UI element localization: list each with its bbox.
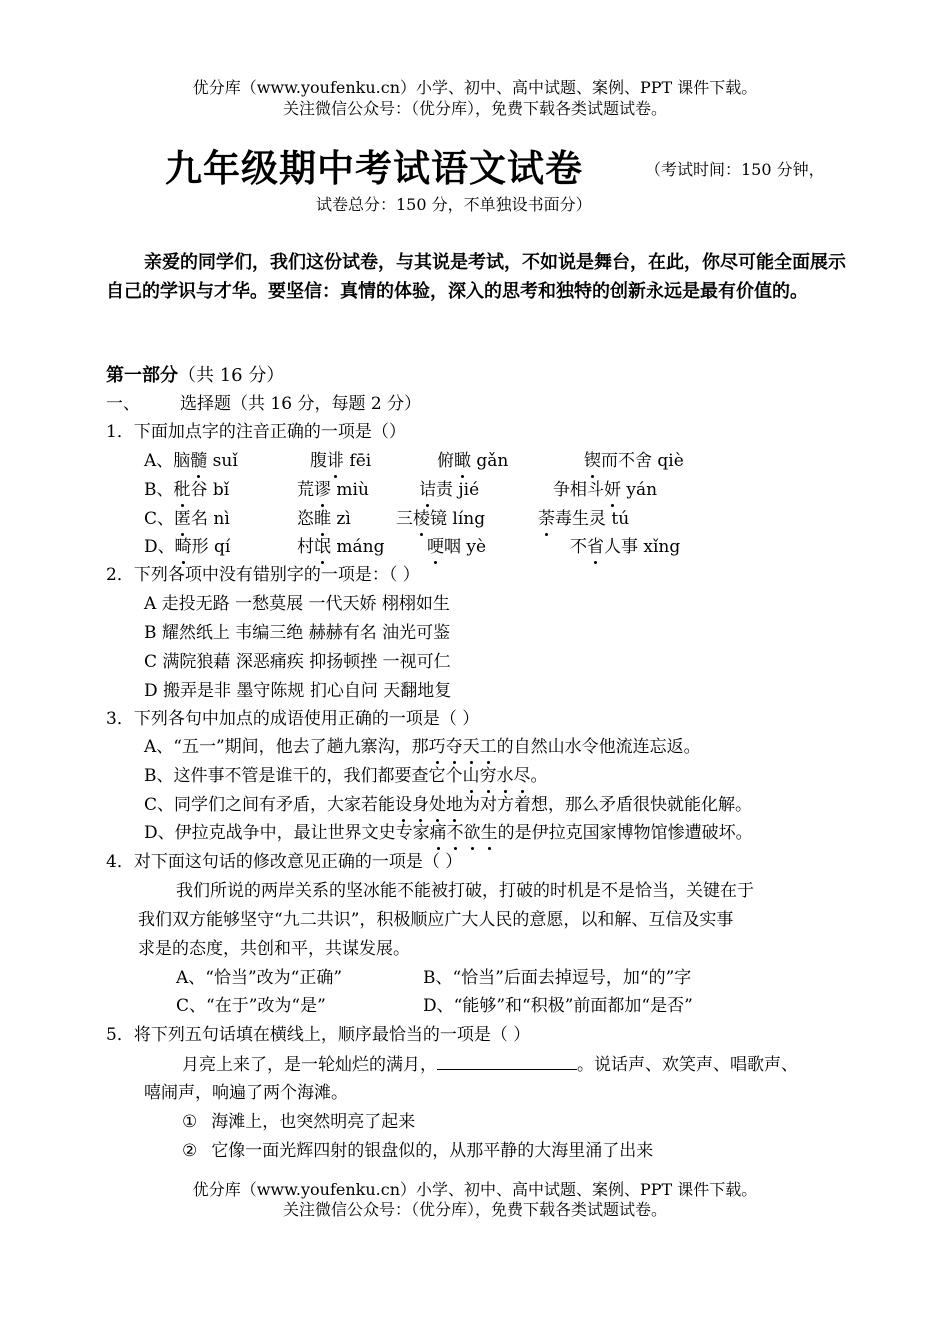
q5-stem: 5．将下列五句话填在横线上，顺序最恰当的一项是（ ）	[106, 1025, 531, 1045]
q1-option-c-term-1: C、匿名 nì	[144, 509, 230, 529]
q2-option-c: C 满院狼藉 深恶痛疾 抑扬顿挫 一视可仁	[144, 652, 451, 672]
q1-option-d-term-1: D、畸形 qí	[144, 537, 231, 557]
q3-c-pre: C、同学们之间有矛盾，大家若能	[144, 795, 396, 815]
q1-option-a-term-3: 俯瞰 gǎn	[437, 451, 509, 471]
q1-option-b-term-1: B、秕谷 bǐ	[144, 480, 230, 500]
q5-fill-blank[interactable]	[437, 1053, 577, 1070]
q4-option-c: C、“在于”改为“是”	[176, 996, 326, 1016]
section-title: 选择题（共 16 分，每题 2 分）	[180, 394, 422, 414]
q5-item-2-num: ②	[182, 1141, 198, 1161]
title-note-score: 试卷总分：150 分，不单独设书面分）	[316, 195, 592, 214]
q1-option-b-term-3: 诘责 jié	[419, 480, 480, 500]
section-number: 一、	[106, 394, 140, 414]
part-score: （共 16 分）	[178, 365, 285, 386]
section-heading	[106, 393, 421, 415]
footer-line-2: 关注微信公众号：（优分库），免费下载各类试题试卷。	[282, 1200, 667, 1219]
q4-passage-line-2: 我们双方能够坚守“九二共识”，积极顺应广大人民的意愿，以和解、互信及实事	[138, 910, 734, 930]
q5-item-1	[182, 1111, 415, 1133]
q5-line1-post: 。说话声、欢笑声、唱歌声、	[577, 1055, 798, 1075]
q4-passage-line-3: 求是的态度，共创和平，共谋发展。	[138, 939, 410, 959]
q1-option-c-term-3: 三棱镜 líng	[396, 509, 486, 529]
q4-stem: 4．对下面这句话的修改意见正确的一项是（ ）	[106, 852, 463, 872]
q3-b-post: 。	[530, 766, 548, 786]
q3-c-idiom: 设身处地	[395, 795, 464, 815]
q1-option-a-term-2: 腹诽 fēi	[310, 451, 372, 471]
q3-b-idiom: 山穷水尽	[462, 766, 531, 786]
q1-option-c-term-2: 恣睢 zì	[297, 509, 351, 529]
q3-stem: 3．下列各句中加点的成语使用正确的一项是（ ）	[106, 709, 480, 729]
title-note-time: （考试时间：150 分钟，	[645, 160, 825, 179]
q4-option-d: D、“能够”和“积极”前面都加“是否”	[423, 996, 693, 1016]
q1-option-d-term-3: 哽咽 yè	[427, 537, 487, 557]
q3-d-post: 的是伊拉克国家博物馆惨遭破坏。	[497, 823, 753, 843]
q5-passage-line-1	[182, 1053, 798, 1076]
q3-c-post: 为对方着想，那么矛盾很快就能化解。	[463, 795, 753, 815]
q4-option-b: B、“恰当”后面去掉逗号，加“的”字	[423, 968, 692, 988]
q4-option-a: A、“恰当”改为“正确”	[176, 968, 343, 988]
q3-a-pre: A、“五一”期间，他去了趟九寨沟，那	[144, 737, 429, 757]
q5-item-2-text: 它像一面光辉四射的银盘似的，从那平静的大海里涌了出来	[211, 1141, 654, 1161]
part-label: 第一部分	[106, 365, 178, 386]
q1-option-d-term-4: 不省人事 xǐng	[570, 537, 681, 557]
q2-stem: 2．下列各项中没有错别字的一项是：（ ）	[106, 565, 420, 585]
q1-option-d-term-2: 村氓 máng	[297, 537, 385, 557]
header-line-1: 优分库（www.youfenku.cn）小学、初中、高中试题、案例、PPT 课件下载。	[192, 78, 758, 97]
q5-item-1-num: ①	[182, 1112, 198, 1132]
q3-d-idiom: 痛不欲生	[429, 823, 498, 843]
q1-option-b-term-4: 争相斗妍 yán	[553, 480, 658, 500]
q5-passage-line-2: 嘻闹声，响遍了两个海滩。	[144, 1083, 348, 1103]
intro-paragraph: 亲爱的同学们，我们这份试卷，与其说是考试，不如说是舞台，在此，你尽可能全面展示自己的学识与才华。要坚信：真情的体验，深入的思考和独特的创新永远是最有价值的。	[106, 252, 846, 302]
part-heading	[106, 365, 284, 387]
q2-option-a: A 走投无路 一愁莫展 一代天娇 栩栩如生	[144, 594, 450, 614]
q1-stem: 1．下面加点字的注音正确的一项是（）	[106, 422, 406, 442]
q3-option-c	[144, 794, 752, 816]
q3-option-d	[144, 822, 753, 844]
footer-line-1: 优分库（www.youfenku.cn）小学、初中、高中试题、案例、PPT 课件下载。	[192, 1180, 758, 1199]
q3-option-a	[144, 736, 701, 758]
q1-option-b-term-2: 荒谬 miù	[297, 480, 369, 500]
page-title: 九年级期中考试语文试卷	[165, 146, 583, 190]
q4-passage-line-1: 我们所说的两岸关系的坚冰能不能被打破，打破的时机是不是恰当，关键在于	[176, 881, 754, 901]
q2-option-b: B 耀然纸上 韦编三绝 赫赫有名 油光可鉴	[144, 623, 451, 643]
q1-option-a-term-1: A、脑髓 suǐ	[144, 451, 238, 471]
header-line-2: 关注微信公众号：（优分库），免费下载各类试题试卷。	[282, 99, 667, 118]
q3-b-pre: B、这件事不管是谁干的，我们都要查它个	[144, 766, 463, 786]
q5-item-1-text: 海滩上，也突然明亮了起来	[211, 1112, 416, 1132]
q3-a-post: 的自然山水令他流连忘返。	[496, 737, 701, 757]
q1-option-c-term-4: 荼毒生灵 tú	[538, 509, 630, 529]
q3-a-idiom: 巧夺天工	[428, 737, 497, 757]
q2-option-d: D 搬弄是非 墨守陈规 扪心自问 天翻地复	[144, 681, 452, 701]
q3-d-pre: D、伊拉克战争中，最让世界文史专家	[144, 823, 430, 843]
q5-line1-pre: 月亮上来了，是一轮灿烂的满月，	[182, 1055, 437, 1075]
q1-option-a-term-4: 锲而不舍 qiè	[584, 451, 684, 471]
q5-item-2	[182, 1140, 653, 1162]
q3-option-b	[144, 765, 548, 787]
